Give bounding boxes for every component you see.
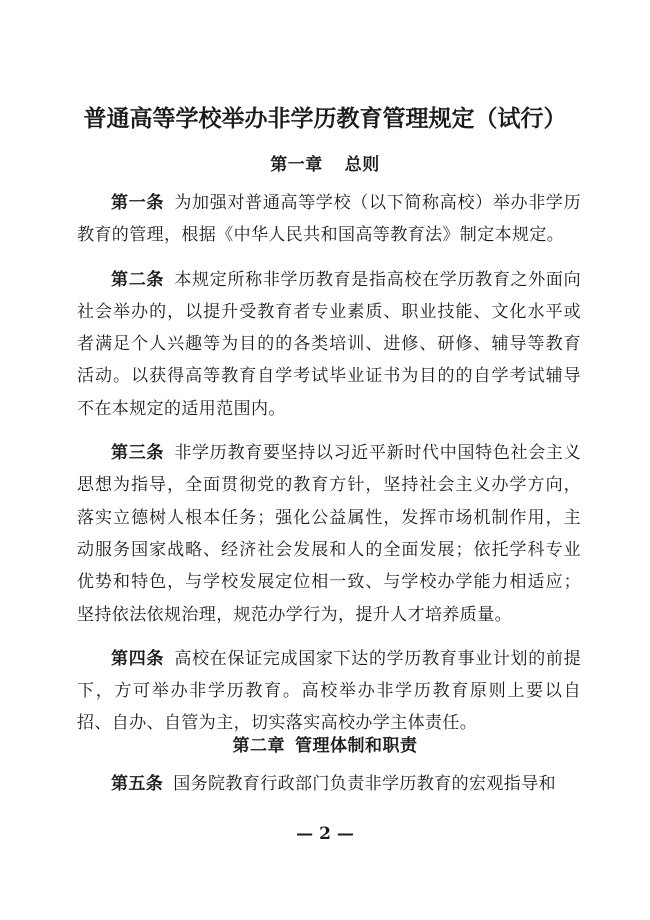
article-4 bbox=[77, 643, 581, 740]
article-text: 非学历教育要坚持以习近平新时代中国特色社会主义思想为指导，全面贯彻党的教育方针，坚持社会主义办学方向，落实立德树人根本任务；强化公益属性，发挥市场机制作用，主动服务国家战略、经济社会发展和人的全面发展；依托学科专业优势和特色，与学校发展定位相一致、与学校办学能力相适应；坚持依法依规治理，规范办学行为，提升人才培养质量。 bbox=[77, 443, 581, 625]
document-title: 普通高等学校举办非学历教育管理规定（试行） bbox=[83, 105, 567, 132]
chapter-heading-1 bbox=[0, 150, 650, 175]
chapter-number: 第一章 bbox=[270, 155, 323, 175]
article-1 bbox=[77, 187, 581, 252]
article-text: 为加强对普通高等学校（以下简称高校）举办非学历教育的管理，根据《中华人民共和国高等教育法》制定本规定。 bbox=[77, 193, 581, 246]
chapter-2-articles bbox=[77, 768, 581, 812]
chapter-name: 管理体制和职责 bbox=[295, 736, 418, 756]
article-number: 第三条 bbox=[111, 443, 165, 464]
article-number: 第五条 bbox=[111, 774, 164, 794]
article-number: 第一条 bbox=[111, 193, 165, 213]
article-number: 第二条 bbox=[111, 269, 165, 290]
article-text: 本规定所称非学历教育是指高校在学历教育之外面向社会举办的，以提升受教育者专业素质、职业技能、文化水平或者满足个人兴趣等为目的的各类培训、进修、研修、辅导等教育活动。以获得高等教育自学考试毕业证书为目的的自学考试辅导不在本规定的适用范围内。 bbox=[77, 269, 581, 419]
article-3 bbox=[77, 437, 581, 631]
chapter-heading-2 bbox=[0, 731, 650, 756]
article-text: 国务院教育行政部门负责非学历教育的宏观指导和 bbox=[173, 774, 557, 794]
chapter-number: 第二章 bbox=[232, 736, 285, 756]
article-2 bbox=[77, 264, 581, 425]
article-text: 高校在保证完成国家下达的学历教育事业计划的前提下，方可举办非学历教育。高校举办非学历教育原则上要以自招、自办、自管为主，切实落实高校办学主体责任。 bbox=[77, 648, 581, 734]
article-number: 第四条 bbox=[111, 648, 165, 669]
article-5 bbox=[77, 768, 581, 800]
chapter-1-articles bbox=[77, 187, 581, 752]
page-number: — 2 — bbox=[296, 824, 354, 844]
chapter-name: 总则 bbox=[344, 155, 380, 175]
